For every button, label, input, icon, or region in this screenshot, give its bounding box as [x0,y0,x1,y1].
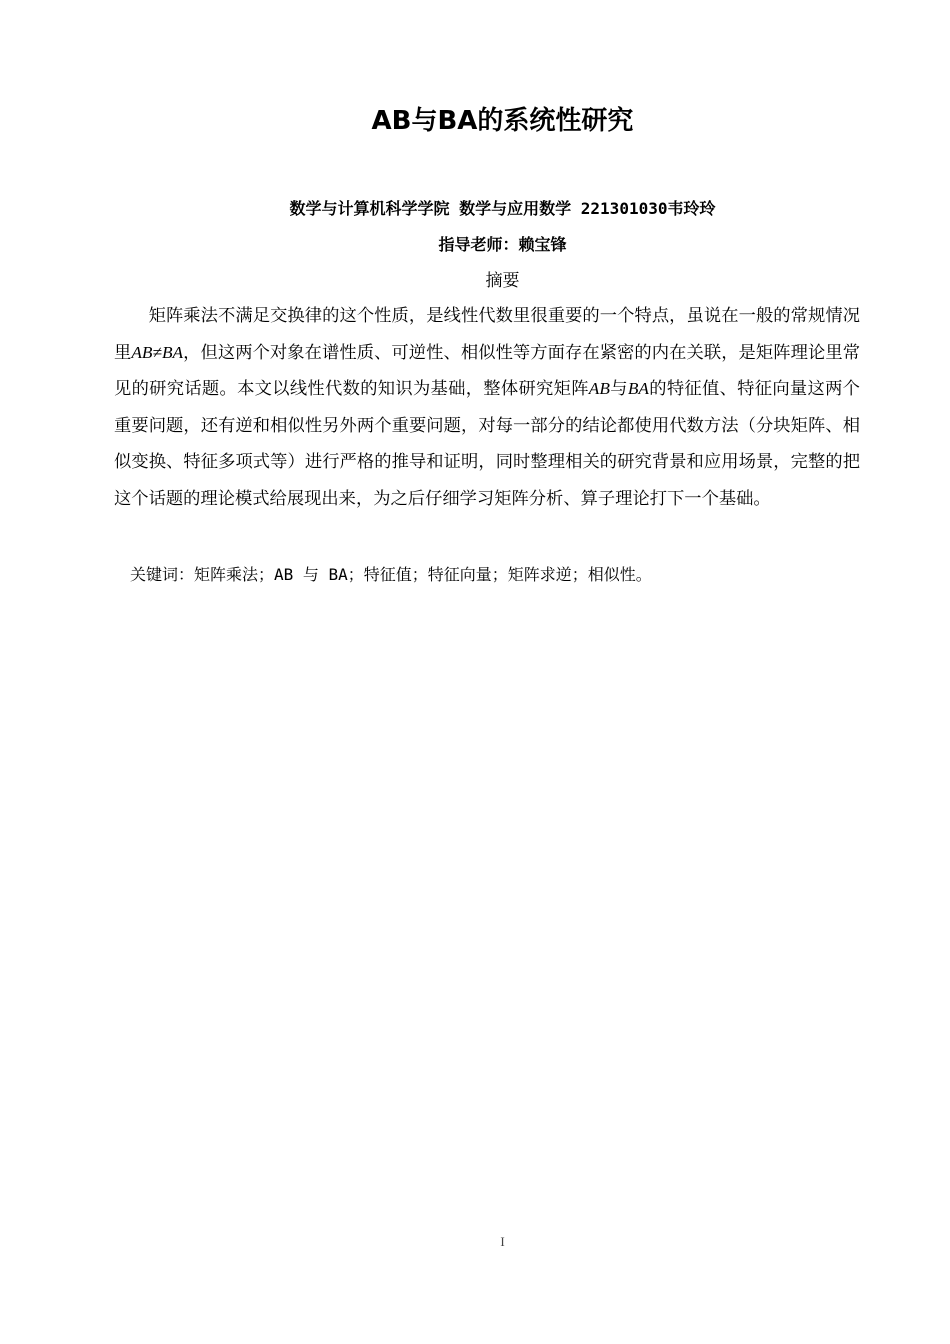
abstract-paragraph [114,298,860,517]
math-inequality: AB≠BA [131,342,184,362]
keywords-line: 关键词：矩阵乘法；AB 与 BA；特征值；特征向量；矩阵求逆；相似性。 [130,565,652,584]
abstract-text-2: ，但这两个对象在谱性质、可逆性、相似性等方面存在紧密的内在关联，是矩阵理论里常见的研究话题。本文以线性代数的知识为基础，整体研究矩阵 [114,342,860,399]
abstract-text-4: 的特征值、特征向量这两个重要问题，还有逆和相似性另外两个重要问题，对每一部分的结论都使用代数方法（分块矩阵、相似变换、特征多项式等）进行严格的推导和证明，同时整理相关的研究背景和应用场景，完整的把这个话题的理论模式给展现出来，为之后仔细学习矩阵分析、算子理论打下一个基础。 [114,379,860,509]
page-number: I [500,1234,505,1249]
author-line: 数学与计算机科学学院 数学与应用数学 221301030韦玲玲 [289,199,716,218]
abstract-text-1: 矩阵乘法不满足交换律的这个性质，是线性代数里很重要的一个特点，虽说在一般的常规情况里 [114,306,860,363]
abstract-text-3: 与 [609,379,628,399]
paper-title: AB与BA的系统性研究 [371,106,634,136]
abstract-heading: 摘要 [485,271,520,291]
math-ba: BA [627,379,649,398]
advisor-line: 指导老师：赖宝锋 [438,235,567,254]
math-ab: AB [588,379,610,398]
